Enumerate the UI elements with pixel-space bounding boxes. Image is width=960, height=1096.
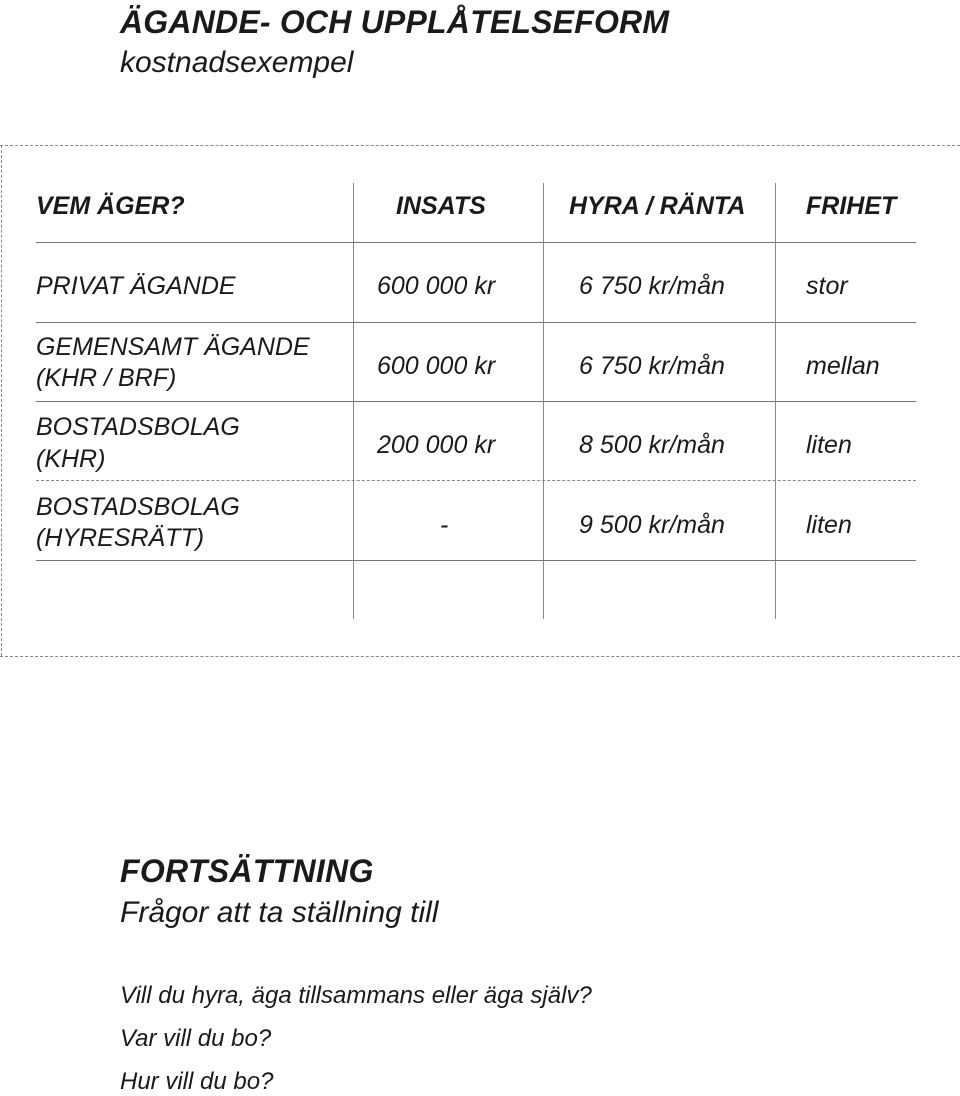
hyra-cell: 6 750 kr/mån [579, 352, 725, 380]
owner-cell-sub: (HYRESRÄTT) [36, 524, 205, 552]
section-title: FORTSÄTTNING [120, 853, 374, 889]
frihet-cell: liten [806, 431, 852, 459]
hyra-cell: 6 750 kr/mån [579, 272, 725, 300]
row-divider [36, 242, 916, 243]
column-header-hyra: HYRA / RÄNTA [569, 192, 746, 220]
owner-cell-sub: (KHR) [36, 445, 106, 473]
insats-cell: 200 000 kr [377, 431, 496, 459]
section-subtitle: Frågor att ta ställning till [120, 896, 439, 929]
page-title: ÄGANDE- OCH UPPLÅTELSEFORM [120, 4, 670, 40]
column-header-insats: INSATS [396, 192, 486, 220]
frihet-cell: mellan [806, 352, 880, 380]
insats-cell: 600 000 kr [377, 272, 496, 300]
insats-cell: 600 000 kr [377, 352, 496, 380]
frame-bottom-border [0, 656, 960, 657]
insats-cell: - [440, 511, 449, 539]
owner-cell: BOSTADSBOLAG [36, 493, 240, 521]
row-divider [36, 401, 916, 402]
column-header-frihet: FRIHET [806, 192, 897, 220]
frihet-cell: liten [806, 511, 852, 539]
question-item: Var vill du bo? [120, 1025, 272, 1052]
column-header-owner: VEM ÄGER? [36, 192, 185, 220]
hyra-cell: 8 500 kr/mån [579, 431, 725, 459]
page-subtitle: kostnadsexempel [120, 46, 354, 79]
row-divider [36, 322, 916, 323]
owner-cell: GEMENSAMT ÄGANDE [36, 333, 310, 361]
row-divider-dashed [36, 480, 916, 481]
owner-cell-sub: (KHR / BRF) [36, 364, 177, 392]
hyra-cell: 9 500 kr/mån [579, 511, 725, 539]
frihet-cell: stor [806, 272, 848, 300]
frame-top-border [0, 145, 960, 146]
owner-cell: PRIVAT ÄGANDE [36, 272, 236, 300]
question-item: Hur vill du bo? [120, 1068, 274, 1095]
row-divider [36, 560, 916, 561]
question-item: Vill du hyra, äga tillsammans eller äga själv? [120, 982, 592, 1009]
owner-cell: BOSTADSBOLAG [36, 413, 240, 441]
frame-left-border [1, 145, 2, 656]
